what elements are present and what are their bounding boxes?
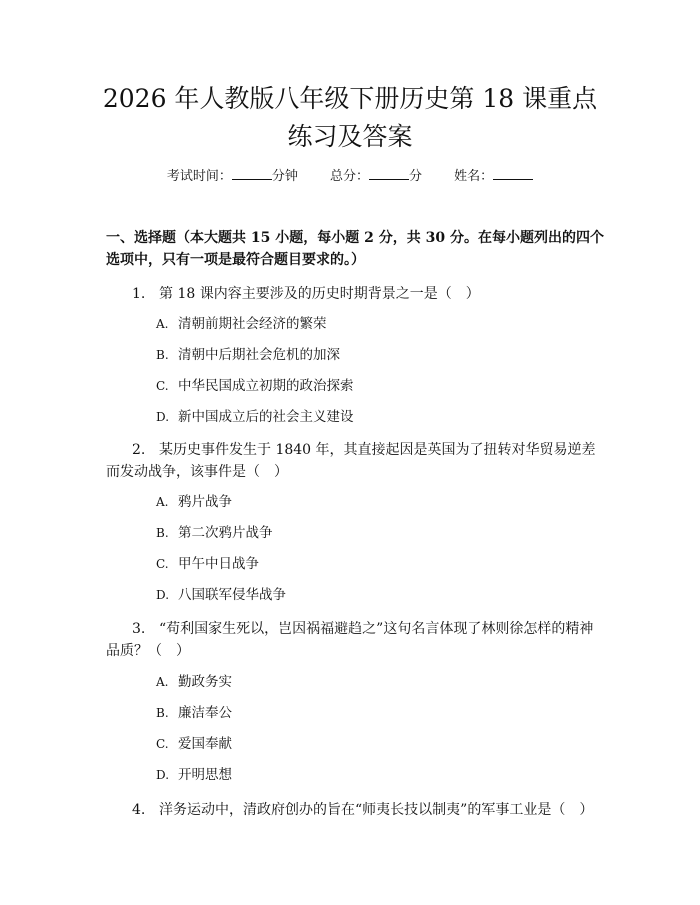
section-heading: 一、选择题（本大题共 15 小题，每小题 2 分，共 30 分。在每小题列出的四个选项中，只有一项是最符合题目要求的。） bbox=[106, 230, 604, 268]
total-score-unit: 分 bbox=[409, 169, 423, 184]
exam-info-bar bbox=[0, 167, 700, 187]
exam-time-unit: 分钟 bbox=[271, 169, 298, 184]
question-number: 3. bbox=[132, 621, 146, 637]
option-3b: B. 廉洁奉公 bbox=[156, 705, 232, 721]
question-text: 洋务运动中，清政府创办的旨在“师夷长技以制夷”的军事工业是（ ） bbox=[159, 802, 594, 818]
question-text: 某历史事件发生于 1840 年，其直接起因是英国为了扭转对华贸易逆差而发动战争，该事件是（ ） bbox=[106, 442, 596, 480]
option-1b: B. 清朝中后期社会危机的加深 bbox=[156, 347, 340, 363]
student-name-label: 姓名： bbox=[454, 169, 494, 184]
question-4 bbox=[132, 799, 593, 821]
question-text: “苟利国家生死以，岂因祸福避趋之”这句名言体现了林则徐怎样的精神品质？（ ） bbox=[106, 621, 594, 659]
option-3a: A. 勤政务实 bbox=[156, 674, 232, 690]
option-2a: A. 鸦片战争 bbox=[156, 494, 232, 510]
total-score-label: 总分： bbox=[329, 169, 369, 184]
student-name-blank bbox=[493, 168, 533, 180]
exam-time-field bbox=[167, 167, 298, 187]
question-number: 4. bbox=[132, 802, 146, 818]
page-title-line-2: 练习及答案 bbox=[287, 122, 413, 151]
question-3 bbox=[106, 618, 601, 662]
option-1c: C. 中华民国成立初期的政治探索 bbox=[156, 378, 354, 394]
option-1a: A. 清朝前期社会经济的繁荣 bbox=[156, 316, 327, 332]
option-3c: C. 爱国奉献 bbox=[156, 736, 232, 752]
question-2 bbox=[106, 439, 601, 483]
page-title-line-1: 2026 年人教版八年级下册历史第 18 课重点 bbox=[102, 84, 598, 113]
exam-time-blank bbox=[232, 168, 272, 180]
total-score-field bbox=[330, 167, 422, 187]
option-2c: C. 甲午中日战争 bbox=[156, 556, 259, 572]
student-name-field bbox=[454, 167, 533, 187]
option-2d: D. 八国联军侵华战争 bbox=[156, 587, 286, 603]
question-1 bbox=[132, 283, 480, 305]
exam-time-label: 考试时间： bbox=[166, 169, 232, 184]
question-number: 2. bbox=[132, 442, 146, 458]
option-2b: B. 第二次鸦片战争 bbox=[156, 525, 273, 541]
option-1d: D. 新中国成立后的社会主义建设 bbox=[156, 409, 354, 425]
total-score-blank bbox=[369, 168, 409, 180]
option-3d: D. 开明思想 bbox=[156, 767, 232, 783]
question-number: 1. bbox=[132, 286, 146, 302]
question-text: 第 18 课内容主要涉及的历史时期背景之一是（ ） bbox=[159, 286, 480, 302]
